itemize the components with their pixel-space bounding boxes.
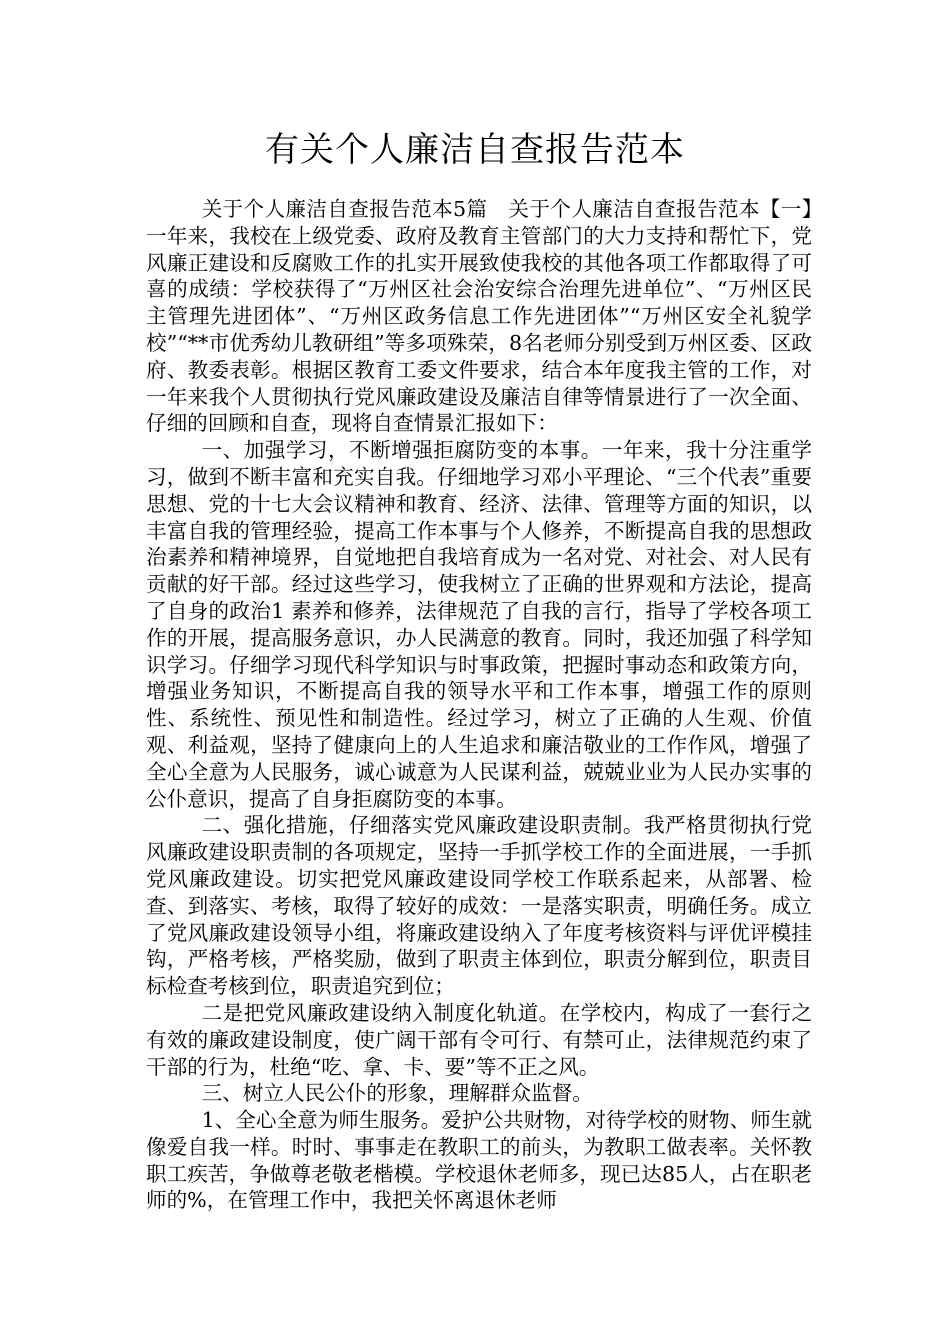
document-body <box>146 196 833 1214</box>
paragraph-section-1: 一、加强学习，不断增强拒腐防变的本事。一年来，我十分注重学习，做到不断丰富和充实自我。仔细地学习邓小平理论、“三个代表”重要思想、党的十七大会议精神和教育、经济、法律、管理等方面的知识，以丰富自我的管理经验，提高工作本事与个人修养，不断提高自我的思想政治素养和精神境界，自觉地把自我培育成为一名对党、对社会、对人民有贡献的好干部。经过这些学习，使我树立了正确的世界观和方法论，提高了自身的政治1 素养和修养，法律规范了自我的言行，指导了学校各项工作的开展，提高服务意识，办人民满意的教育。同时，我还加强了科学知识学习。仔细学习现代科学知识与时事政策，把握时事动态和政策方向，增强业务知识，不断提高自我的领导水平和工作本事，增强工作的原则性、系统性、预见性和制造性。经过学习，树立了正确的人生观、价值观、利益观，坚持了健康向上的人生追求和廉洁敬业的工作作风，增强了全心全意为人民服务，诚心诚意为人民谋利益，兢兢业业为人民办实事的公仆意识，提高了自身拒腐防变的本事。 <box>146 438 812 811</box>
paragraph-section-2: 二、强化措施，仔细落实党风廉政建设职责制。我严格贯彻执行党风廉政建设职责制的各项规定，坚持一手抓学校工作的全面进展，一手抓党风廉政建设。切实把党风廉政建设同学校工作联系起来，从部署、检查、到落实、考核，取得了较好的成效：一是落实职责，明确任务。成立了党风廉政建设领导小组，将廉政建设纳入了年度考核资料与评优评模挂钩，严格考核，严格奖励，做到了职责主体到位，职责分解到位，职责目标检查考核到位，职责追究到位； <box>146 813 812 999</box>
paragraph-section-2-cont: 二是把党风廉政建设纳入制度化轨道。在学校内，构成了一套行之有效的廉政建设制度，使广阔干部有令可行、有禁可止，法律规范约束了干部的行为，杜绝“吃、拿、卡、要”等不正之风。 <box>146 1000 812 1079</box>
paragraph-section-3-item-1: 1、全心全意为师生服务。爱护公共财物，对待学校的财物、师生就像爱自我一样。时时、事事走在教职工的前头，为教职工做表率。关怀教职工疾苦，争做尊老敬老楷模。学校退休老师多，现已达85人，占在职老师的%，在管理工作中，我把关怀离退休老师 <box>146 1108 812 1213</box>
paragraph-section-3-heading: 三、树立人民公仆的形象，理解群众监督。 <box>201 1081 593 1106</box>
paragraph-intro: 关于个人廉洁自查报告范本5篇 关于个人廉洁自查报告范本【一】 一年来，我校在上级党委、政府及教育主管部门的大力支持和帮忙下，党风廉正建设和反腐败工作的扎实开展致使我校的其他各项工作都取得了可喜的成绩：学校获得了“万州区社会治安综合治理先进单位”、“万州区民主管理先进团体”、“万州区政务信息工作先进团体”“万州区安全礼貌学校”“**市优秀幼儿教研组”等多项殊荣，8名老师分别受到万州区委、区政府、教委表彰。根据区教育工委文件要求，结合本年度我主管的工作，对一年来我个人贯彻执行党风廉政建设及廉洁自律等情景进行了一次全面、仔细的回顾和自查，现将自查情景汇报如下： <box>146 197 833 436</box>
document-title: 有关个人廉洁自查报告范本 <box>265 130 685 170</box>
